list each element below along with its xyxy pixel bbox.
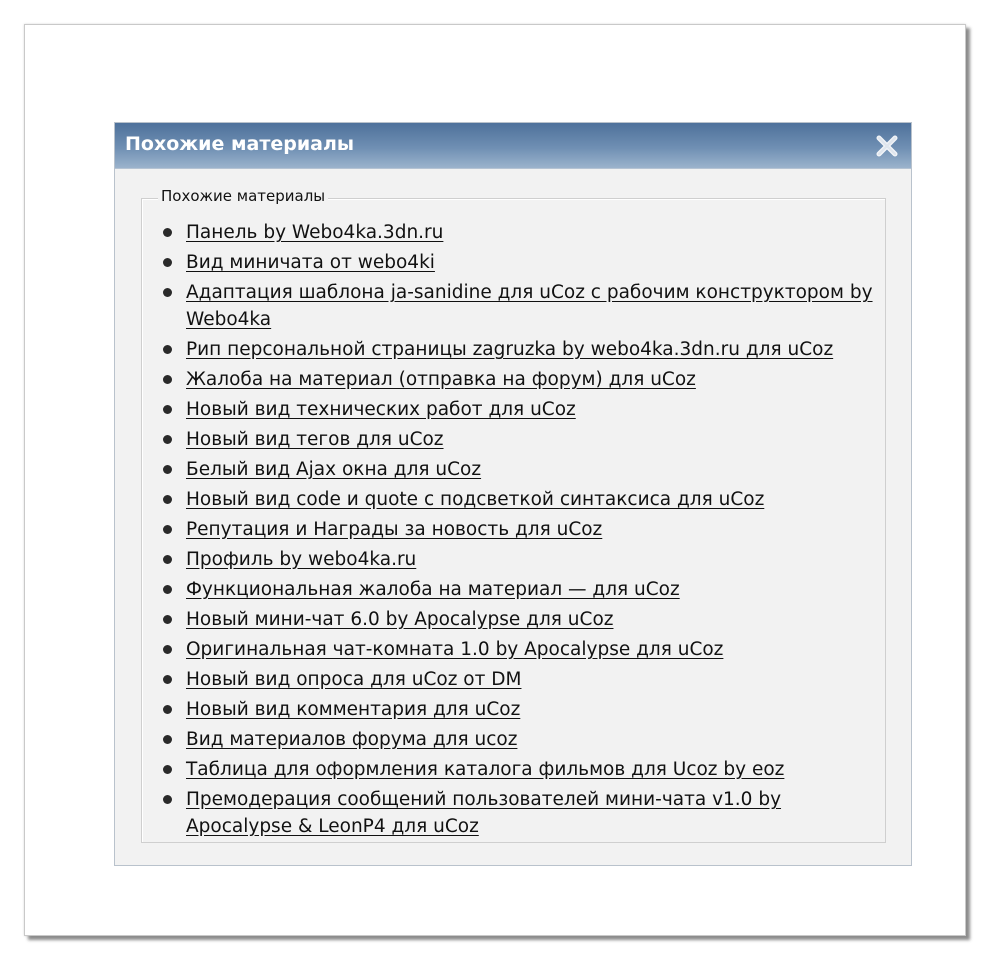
bullet-icon [163, 228, 172, 237]
material-link[interactable]: Панель by Webo4ka.3dn.ru [186, 222, 444, 243]
material-link[interactable]: Жалоба на материал (отправка на форум) для uCoz [186, 369, 696, 390]
list-item [163, 279, 873, 333]
material-link[interactable]: Вид материалов форума для ucoz [186, 729, 518, 750]
bullet-icon [163, 765, 172, 774]
material-link[interactable]: Новый вид опроса для uCoz от DM [186, 669, 522, 690]
material-link[interactable]: Профиль by webo4ka.ru [186, 549, 417, 570]
bullet-icon [163, 405, 172, 414]
bullet-icon [163, 735, 172, 744]
bullet-icon [163, 645, 172, 654]
list-item [163, 756, 873, 783]
list-item [163, 486, 873, 513]
list-item [163, 336, 873, 363]
list-item [163, 219, 873, 246]
list-item [163, 666, 873, 693]
list-item [163, 546, 873, 573]
bullet-icon [163, 345, 172, 354]
bullet-icon [163, 555, 172, 564]
dialog-title: Похожие материалы [125, 133, 355, 155]
list-item [163, 516, 873, 543]
similar-materials-dialog [114, 122, 912, 866]
material-link[interactable]: Репутация и Награды за новость для uCoz [186, 519, 603, 540]
material-link[interactable]: Премодерация сообщений пользователей мини-чата v1.0 by Apocalypse & LeonP4 для uCoz [186, 789, 782, 837]
list-item [163, 366, 873, 393]
material-link[interactable]: Новый вид комментария для uCoz [186, 699, 521, 720]
bullet-icon [163, 795, 172, 804]
list-item [163, 249, 873, 276]
group-legend: Похожие материалы [158, 187, 328, 205]
bullet-icon [163, 375, 172, 384]
material-link[interactable]: Оригинальная чат-комната 1.0 by Apocalypse для uCoz [186, 639, 724, 660]
list-item [163, 726, 873, 753]
bullet-icon [163, 435, 172, 444]
bullet-icon [163, 525, 172, 534]
material-link[interactable]: Белый вид Ajax окна для uCoz [186, 459, 482, 480]
bullet-icon [163, 585, 172, 594]
list-item [163, 696, 873, 723]
similar-materials-group [141, 187, 886, 843]
material-link[interactable]: Рип персональной страницы zagruzka by webo4ka.3dn.ru для uCoz [186, 339, 834, 360]
list-item [163, 456, 873, 483]
material-link[interactable]: Вид миничата от webo4ki [186, 252, 435, 273]
material-link[interactable]: Функциональная жалоба на материал — для uCoz [186, 579, 680, 600]
material-link[interactable]: Новый вид технических работ для uCoz [186, 399, 576, 420]
bullet-icon [163, 288, 172, 297]
bullet-icon [163, 465, 172, 474]
list-item [163, 636, 873, 663]
list-item [163, 786, 873, 840]
list-item [163, 396, 873, 423]
bullet-icon [163, 495, 172, 504]
dialog-titlebar[interactable] [115, 123, 911, 169]
material-link[interactable]: Новый вид code и quote с подсветкой синтаксиса для uCoz [186, 489, 765, 510]
list-item [163, 426, 873, 453]
bullet-icon [163, 675, 172, 684]
list-item [163, 606, 873, 633]
material-link[interactable]: Таблица для оформления каталога фильмов для Ucoz by eoz [186, 759, 785, 780]
bullet-icon [163, 615, 172, 624]
bullet-icon [163, 258, 172, 267]
screenshot-frame [24, 24, 966, 936]
material-link[interactable]: Новый мини-чат 6.0 by Apocalypse для uCoz [186, 609, 614, 630]
close-icon[interactable] [875, 134, 899, 158]
material-link[interactable]: Адаптация шаблона ja-sanidine для uCoz с рабочим конструктором by Webo4ka [186, 282, 873, 330]
material-link[interactable]: Новый вид тегов для uCoz [186, 429, 444, 450]
bullet-icon [163, 705, 172, 714]
materials-list [163, 219, 873, 843]
list-item [163, 576, 873, 603]
